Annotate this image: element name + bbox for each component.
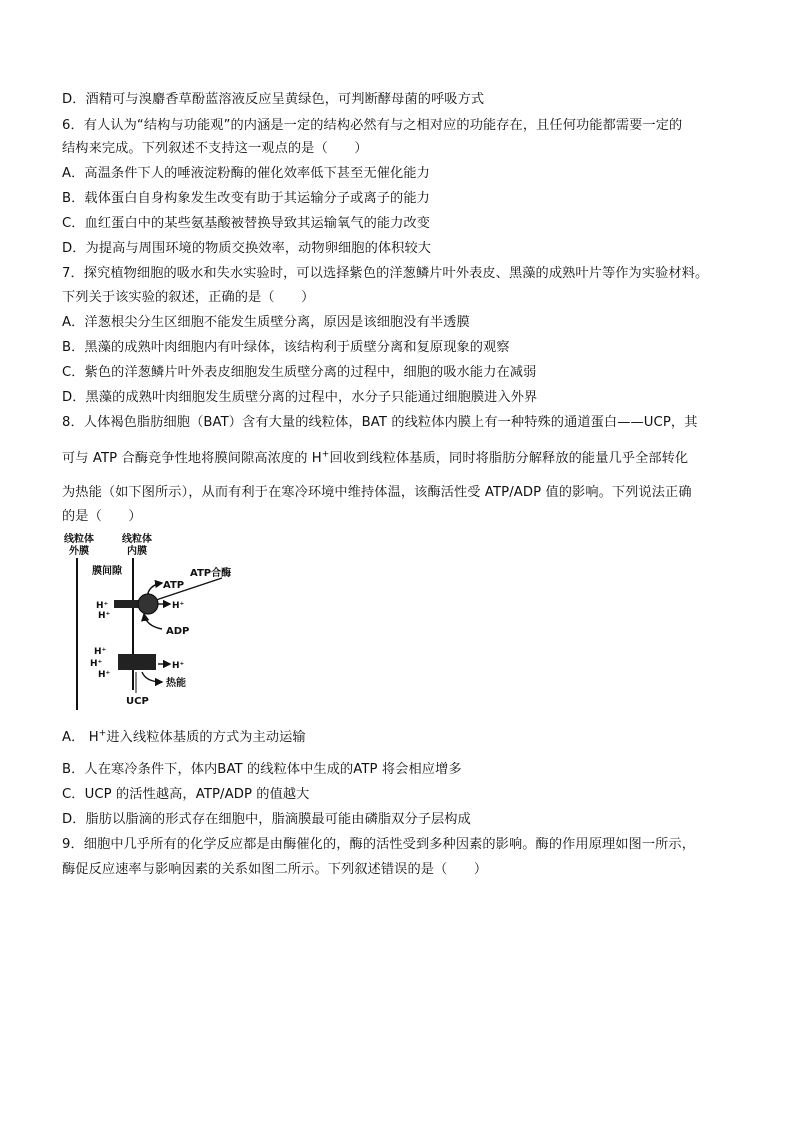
ucp-label: UCP [126, 696, 149, 707]
superscript-plus: + [321, 449, 330, 460]
inner-membrane-label-2: 内膜 [127, 546, 147, 557]
h-plus-label: H⁺ [90, 659, 103, 669]
h-plus-label: H⁺ [94, 647, 107, 657]
q8-stem-line-2-end: 回收到线粒体基质，同时将脂肪分解释放的能量几乎全部转化 [329, 451, 689, 466]
intermembrane-space-label: 膜间隙 [92, 566, 122, 577]
q7-option-c: C．紫色的洋葱鳞片叶外表皮细胞发生质壁分离的过程中，细胞的吸水能力在减弱 [62, 365, 537, 380]
h-plus-label: H⁺ [172, 661, 185, 671]
q7-option-d: D．黑藻的成熟叶肉细胞发生质壁分离的过程中，水分子只能通过细胞膜进入外界 [62, 390, 538, 405]
q6-stem-line-1: 6．有人认为“结构与功能观”的内涵是一定的结构必然有与之相对应的功能存在，且任何功能都需要一定的 [62, 118, 683, 133]
q7-option-b: B．黑藻的成熟叶肉细胞内有叶绿体，该结构利于质壁分离和复原现象的观察 [62, 340, 510, 355]
q6-option-a: A．高温条件下人的唾液淀粉酶的催化效率低下甚至无催化能力 [62, 166, 430, 181]
q6-option-c: C．血红蛋白中的某些氨基酸被替换导致其运输氧气的能力改变 [62, 216, 431, 231]
q9-stem-line-2: 酶促反应速率与影响因素的关系如图二所示。下列叙述错误的是（ ） [62, 862, 488, 877]
q8-stem-line-2-start: 可与 ATP 合酶竞争性地将膜间隙高浓度的 H [62, 451, 322, 466]
h-plus-label: H⁺ [172, 601, 185, 611]
q5-option-d: D．酒精可与溴麝香草酚蓝溶液反应呈黄绿色，可判断酵母菌的呼吸方式 [62, 92, 485, 107]
mitochondria-membrane-diagram [62, 530, 252, 716]
q9-stem-line-1: 9．细胞中几乎所有的化学反应都是由酶催化的，酶的活性受到多种因素的影响。酶的作用原理如图一所示， [62, 837, 695, 852]
h-plus-label: H⁺ [98, 611, 111, 621]
q8-option-b: B．人在寒冷条件下，体内BAT 的线粒体中生成的ATP 将会相应增多 [62, 762, 462, 777]
q6-option-d: D．为提高与周围环境的物质交换效率，动物卵细胞的体积较大 [62, 241, 432, 256]
q8-option-a-start: A． H [62, 730, 99, 745]
q8-option-a-end: 进入线粒体基质的方式为主动运输 [106, 730, 306, 745]
q8-stem-line-1: 8．人体褐色脂肪细胞（BAT）含有大量的线粒体，BAT 的线粒体内膜上有一种特殊的通道蛋白——UCP，其 [62, 415, 698, 430]
q7-stem-line-1: 7．探究植物细胞的吸水和失水实验时，可以选择紫色的洋葱鳞片叶外表皮、黑藻的成熟叶片等作为实验材料。 [62, 266, 709, 281]
q8-stem-line-3: 为热能（如下图所示），从而有利于在寒冷环境中维持体温，该酶活性受 ATP/ADP 值的影响。下列说法正确 [62, 485, 692, 500]
q8-option-a [62, 728, 742, 748]
heat-arrow [142, 672, 162, 682]
atp-synthase-head [138, 594, 158, 614]
q8-option-c: C．UCP 的活性越高，ATP/ADP 的值越大 [62, 787, 310, 802]
h-plus-label: H⁺ [96, 601, 109, 611]
adp-label: ADP [166, 626, 190, 637]
inner-membrane-label-1: 线粒体 [122, 534, 152, 545]
atp-synthase-label: ATP合酶 [190, 568, 232, 579]
outer-membrane-label-1: 线粒体 [64, 534, 94, 545]
q6-option-b: B．载体蛋白自身构象发生改变有助于其运输分子或离子的能力 [62, 191, 430, 206]
ucp-channel [118, 654, 156, 670]
superscript-plus: + [98, 728, 107, 739]
adp-arrow [144, 614, 162, 629]
q7-stem-line-2: 下列关于该实验的叙述，正确的是（ ） [62, 290, 315, 305]
q7-option-a: A．洋葱根尖分生区细胞不能发生质壁分离，原因是该细胞没有半透膜 [62, 315, 470, 330]
outer-membrane-label-2: 外膜 [69, 546, 89, 557]
q8-stem-line-2 [62, 449, 742, 469]
q6-stem-line-2: 结构来完成。下列叙述不支持这一观点的是（ ） [62, 141, 368, 156]
h-plus-label: H⁺ [98, 670, 111, 680]
q8-stem-line-4: 的是（ ） [62, 509, 142, 524]
q8-option-d: D．脂肪以脂滴的形式存在细胞中，脂滴膜最可能由磷脂双分子层构成 [62, 812, 471, 827]
atp-label: ATP [163, 580, 185, 591]
heat-label: 热能 [166, 678, 186, 689]
